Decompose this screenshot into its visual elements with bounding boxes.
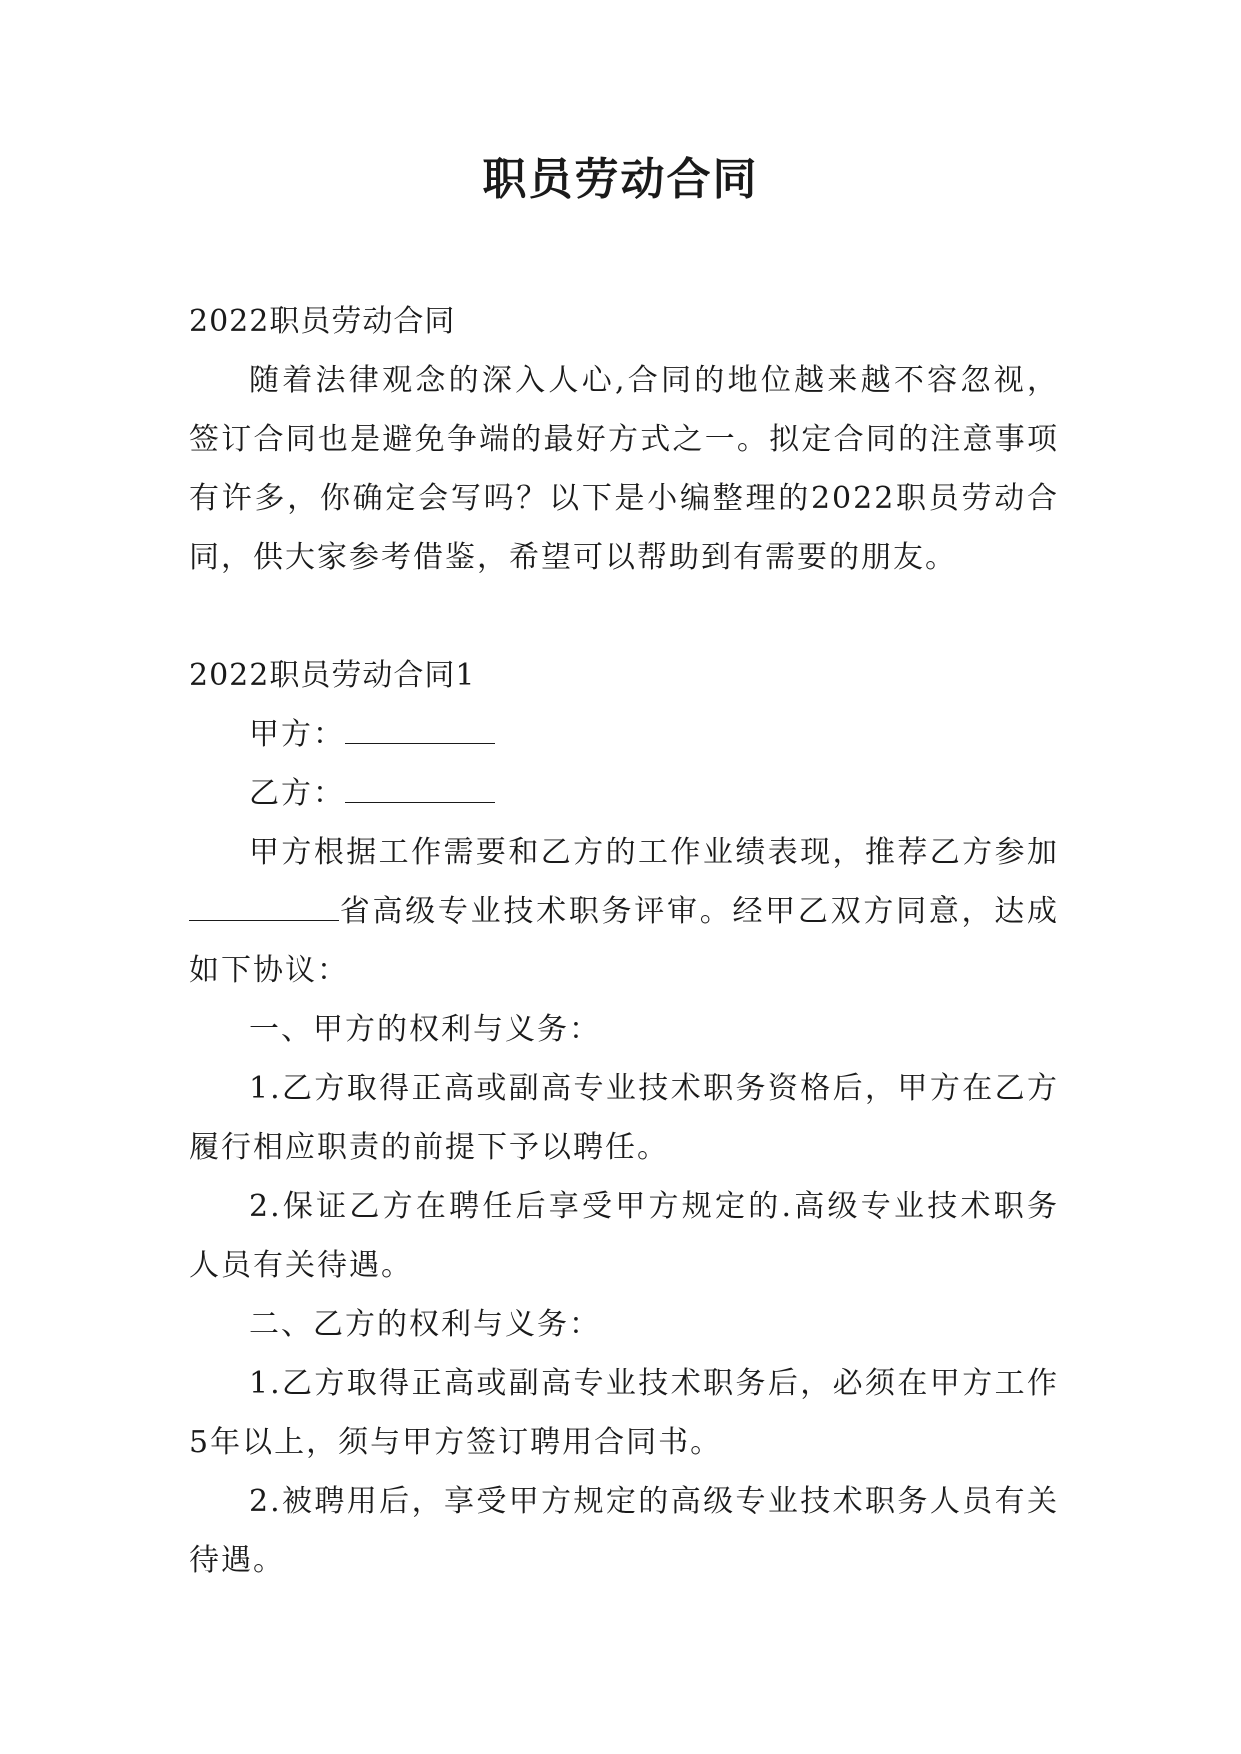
province-blank <box>189 892 339 921</box>
clause-b-item-2: 2.被聘用后，享受甲方规定的高级专业技术职务人员有关待遇。 <box>189 1484 1059 1578</box>
party-a-blank <box>345 715 495 744</box>
clause-b-item-1: 1.乙方取得正高或副高专业技术职务后，必须在甲方工作5年以上，须与甲方签订聘用合同书。 <box>189 1366 1059 1460</box>
document-subtitle: 2022职员劳动合同 <box>189 304 456 339</box>
party-b-label: 乙方： <box>249 776 345 811</box>
recommend-paragraph <box>189 823 1059 1000</box>
party-b-blank <box>345 774 495 803</box>
party-a-label: 甲方： <box>249 717 345 752</box>
section-title: 2022职员劳动合同1 <box>189 658 476 693</box>
document-body <box>189 292 1059 1590</box>
paragraph-gap <box>189 587 1059 646</box>
intro-paragraph: 随着法律观念的深入人心,合同的地位越来越不容忽视，签订合同也是避免争端的最好方式之一。拟定合同的注意事项有许多，你确定会写吗？以下是小编整理的2022职员劳动合同，供大家参考借鉴，希望可以帮助到有需要的朋友。 <box>189 363 1059 575</box>
clause-a-item-1: 1.乙方取得正高或副高专业技术职务资格后，甲方在乙方履行相应职责的前提下予以聘任。 <box>189 1071 1059 1165</box>
clause-a-item-2: 2.保证乙方在聘任后享受甲方规定的.高级专业技术职务人员有关待遇。 <box>189 1189 1059 1283</box>
document-title: 职员劳动合同 <box>482 154 759 205</box>
party-a-line <box>189 705 1059 764</box>
clause-b-title: 二、乙方的权利与义务： <box>249 1307 601 1342</box>
clause-a-title: 一、甲方的权利与义务： <box>249 1012 601 1047</box>
recommend-text-before: 甲方根据工作需要和乙方的工作业绩表现，推荐乙方参加 <box>249 835 1059 870</box>
party-b-line <box>189 764 1059 823</box>
recommend-text-after: 省高级专业技术职务评审。经甲乙双方同意，达成如下协议： <box>189 894 1059 988</box>
